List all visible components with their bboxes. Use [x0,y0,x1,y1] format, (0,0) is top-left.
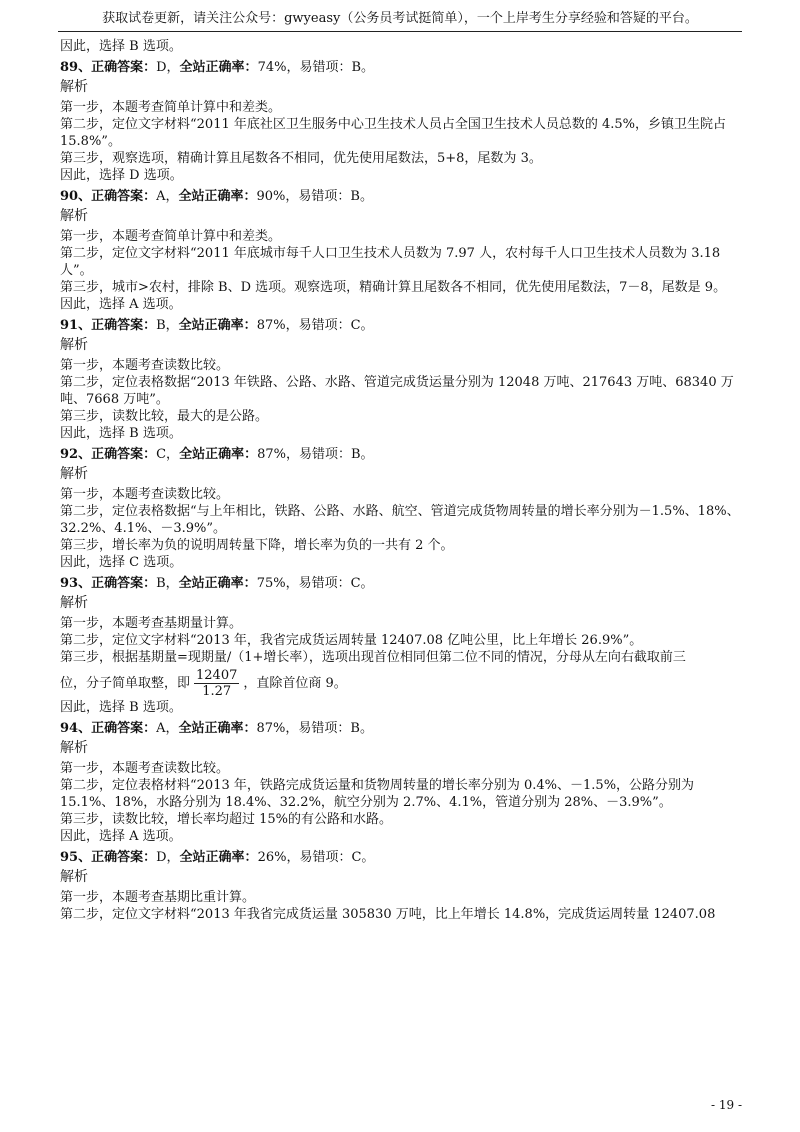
accuracy-value: 75%，易错项：C。 [256,576,374,591]
analysis-step: 第一步，本题考查读数比较。 [60,358,230,373]
conclusion: 因此，选择 B 选项。 [60,426,182,441]
correct-answer: B， [156,576,179,591]
question-block [60,59,742,184]
accuracy-value: 90%，易错项：B。 [256,189,373,204]
question-block [60,188,742,313]
fraction-numerator: 12407 [196,668,238,683]
answer-header [60,720,742,737]
analysis-label: 解析 [60,740,88,756]
answer-label: 正确答案： [91,850,157,865]
question-number: 93、 [60,576,92,591]
question-block [60,720,742,845]
document-body [60,38,742,923]
correct-answer: B， [156,318,179,333]
question-number: 92、 [60,447,92,462]
formula-text-before: 位，分子简单取整，即 [60,676,191,691]
correct-answer: C， [156,447,180,462]
answer-label: 正确答案： [91,189,157,204]
question-number: 91、 [60,318,92,333]
accuracy-value: 87%，易错项：B。 [257,447,374,462]
answer-label: 正确答案： [91,318,157,333]
correct-answer: A， [156,189,179,204]
answer-header [60,849,742,866]
correct-answer: D， [156,850,180,865]
accuracy-value: 87%，易错项：C。 [256,318,374,333]
conclusion: 因此，选择 C 选项。 [60,555,183,570]
question-number: 89、 [60,60,92,75]
answer-label: 正确答案： [91,60,157,75]
accuracy-value: 87%，易错项：B。 [256,721,373,736]
previous-conclusion: 因此，选择 B 选项。 [60,39,182,54]
answer-label: 正确答案： [91,576,157,591]
analysis-step: 第二步，定位表格数据“与上年相比，铁路、公路、水路、航空、管道完成货物周转量的增长率分别为－1.5%、18%、32.2%、4.1%、－3.9%”。 [60,504,740,536]
analysis-step: 第三步，读数比较，最大的是公路。 [60,409,269,424]
question-number: 95、 [60,850,92,865]
formula-line [60,666,742,699]
accuracy-label: 全站正确率： [179,850,258,865]
question-number: 94、 [60,721,92,736]
question-block [60,575,742,716]
accuracy-value: 74%，易错项：B。 [257,60,375,75]
analysis-step: 第一步，本题考查读数比较。 [60,487,230,502]
conclusion: 因此，选择 A 选项。 [60,829,182,844]
analysis-label: 解析 [60,337,88,353]
correct-answer: A， [156,721,179,736]
conclusion: 因此，选择 D 选项。 [60,168,183,183]
analysis-step: 第一步，本题考查基期比重计算。 [60,890,256,905]
answer-label: 正确答案： [91,721,157,736]
analysis-step: 第三步，读数比较，增长率均超过 15%的有公路和水路。 [60,812,393,827]
question-block [60,317,742,442]
analysis-label: 解析 [60,466,88,482]
answer-header [60,446,742,463]
analysis-step: 第二步，定位文字材料“2011 年底社区卫生服务中心卫生技术人员占全国卫生技术人员总数的 4.5%，乡镇卫生院占 15.8%”。 [60,117,731,149]
answer-header [60,59,742,76]
accuracy-label: 全站正确率： [178,721,257,736]
analysis-step: 第一步，本题考查读数比较。 [60,761,230,776]
analysis-step: 第二步，定位表格材料“2013 年，铁路完成货运量和货物周转量的增长率分别为 0.4%、－1.5%，公路分别为 15.1%、18%，水路分别为 18.4%、32.2%，航空分别为 2.7%、4.1%，管道分别为 28%、－3.9%”。 [60,778,699,810]
accuracy-label: 全站正确率： [178,576,257,591]
fraction-denominator: 1.27 [202,684,232,699]
conclusion: 因此，选择 A 选项。 [60,297,182,312]
analysis-label: 解析 [60,595,88,611]
fraction [194,668,239,699]
accuracy-label: 全站正确率： [178,318,257,333]
question-block [60,849,742,923]
analysis-label: 解析 [60,79,88,95]
analysis-step: 第三步，观察选项，精确计算且尾数各不相同，优先使用尾数法，5+8，尾数为 3。 [60,151,542,166]
answer-header [60,188,742,205]
analysis-label: 解析 [60,869,88,885]
analysis-label: 解析 [60,208,88,224]
analysis-step: 第二步，定位表格数据“2013 年铁路、公路、水路、管道完成货运量分别为 12048 万吨、217643 万吨、68340 万吨、7668 万吨”。 [60,375,734,407]
analysis-step: 第三步，根据基期量=现期量/（1+增长率），选项出现首位相同但第二位不同的情况，分母从左向右截取前三 [60,650,686,665]
question-number: 90、 [60,189,92,204]
analysis-step: 第三步，增长率为负的说明周转量下降，增长率为负的一共有 2 个。 [60,538,454,553]
answer-header [60,317,742,334]
analysis-step: 第一步，本题考查基期量计算。 [60,616,243,631]
page-number: - 19 - [710,1098,742,1112]
answer-header [60,575,742,592]
accuracy-label: 全站正确率： [179,447,258,462]
accuracy-label: 全站正确率： [179,60,258,75]
analysis-step: 第二步，定位文字材料“2013 年，我省完成货运周转量 12407.08 亿吨公里，比上年增长 26.9%”。 [60,633,643,648]
accuracy-label: 全站正确率： [178,189,257,204]
correct-answer: D， [156,60,180,75]
question-block [60,446,742,571]
page-header: 获取试卷更新，请关注公众号：gwyeasy（公务员考试挺简单），一个上岸考生分享经验和答疑的平台。 [102,11,698,26]
accuracy-value: 26%，易错项：C。 [257,850,375,865]
header-divider [58,31,742,32]
analysis-step: 第二步，定位文字材料“2011 年底城市每千人口卫生技术人员数为 7.97 人，农村每千人口卫生技术人员数为 3.18 人”。 [60,246,725,278]
analysis-step: 第二步，定位文字材料“2013 年我省完成货运量 305830 万吨，比上年增长 14.8%，完成货运周转量 12407.08 [60,907,716,922]
answer-label: 正确答案： [91,447,157,462]
conclusion: 因此，选择 B 选项。 [60,700,182,715]
formula-text-after: ，直除首位商 9。 [243,676,347,691]
analysis-step: 第一步，本题考查简单计算中和差类。 [60,100,282,115]
analysis-step: 第三步，城市>农村，排除 B、D 选项。观察选项，精确计算且尾数各不相同，优先使用尾数法，7－8，尾数是 9。 [60,280,727,295]
analysis-step: 第一步，本题考查简单计算中和差类。 [60,229,282,244]
